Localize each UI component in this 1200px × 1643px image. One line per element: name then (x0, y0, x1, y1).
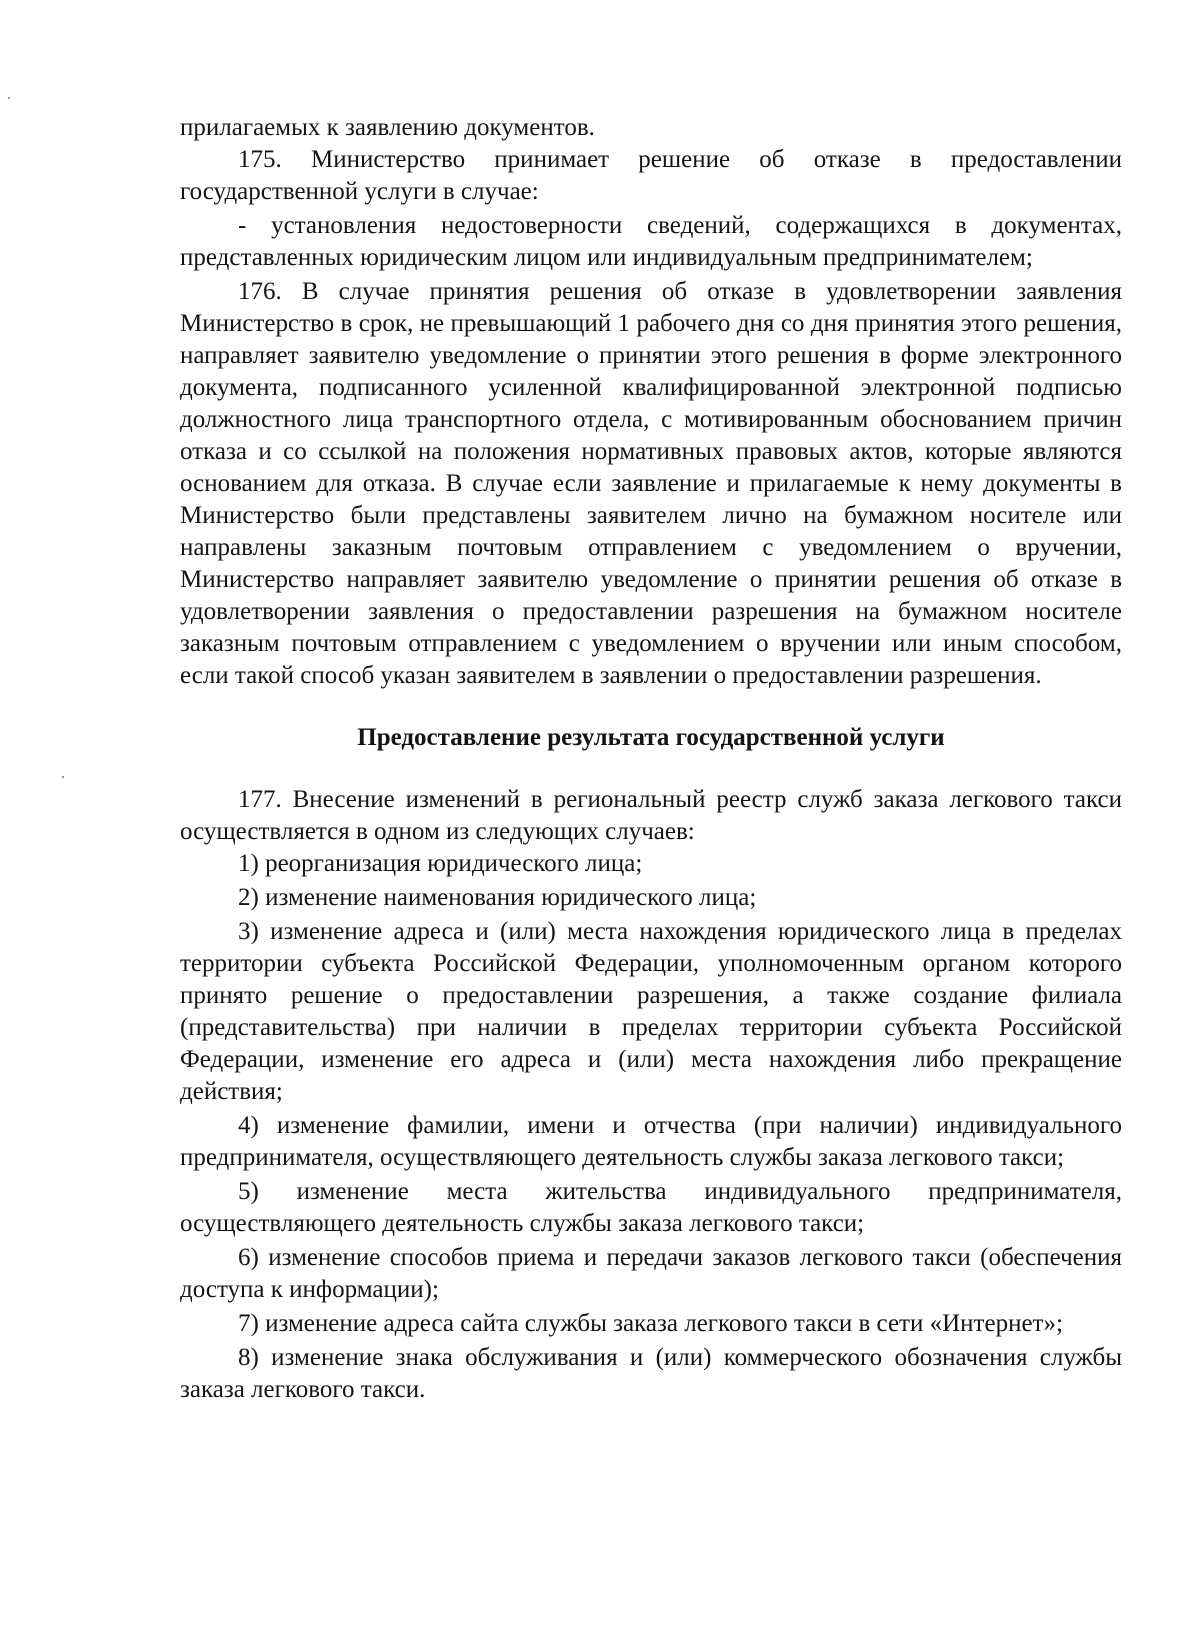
paragraph-continuation: прилагаемых к заявлению документов. (180, 114, 595, 141)
scan-speck (62, 776, 64, 778)
list-item-6: 6) изменение способов приема и передачи заказов легкового такси (обеспечения доступа к информации); (180, 1244, 1122, 1303)
document-page (180, 112, 1122, 1406)
list-item-4: 4) изменение фамилии, имени и отчества (при наличии) индивидуального предпринимателя, осуществляющего деятельность службы заказа легкового такси; (180, 1112, 1122, 1171)
paragraph-175-item: - установления недостоверности сведений, содержащихся в документах, представленных юридическим лицом или индивидуальным предпринимателем; (180, 212, 1122, 271)
list-item-2: 2) изменение наименования юридического лица; (238, 884, 757, 911)
scan-speck (8, 97, 10, 99)
paragraph-176: 176. В случае принятия решения об отказе в удовлетворении заявления Министерство в срок, не превышающий 1 рабочего дня со дня принятия этого решения, направляет заявителю уведомление о принятии этого решения в форме электронного документа, подписанного усиленной квалифицированной электронной подписью должностного лица транспортного отдела, с мотивированным обоснованием причин отказа и со ссылкой на положения нормативных правовых актов, которые являются основанием для отказа. В случае если заявление и прилагаемые к нему документы в Министерство были представлены заявителем лично на бумажном носителе или направлены заказным почтовым отправлением с уведомлением о вручении, Министерство направляет заявителю уведомление о принятии решения об отказе в удовлетворении заявления о предоставлении разрешения на бумажном носителе заказным почтовым отправлением с уведомлением о вручении или иным способом, если такой способ указан заявителем в заявлении о предоставлении разрешения. (180, 278, 1122, 689)
list-item-8: 8) изменение знака обслуживания и (или) коммерческого обозначения службы заказа легкового такси. (180, 1344, 1122, 1403)
list-item-3: 3) изменение адреса и (или) места нахождения юридического лица в пределах территории субъекта Российской Федерации, уполномоченным органом которого принято решение о предоставлении разрешения, а также создание филиала (представительства) при наличии в пределах территории субъекта Российской Федерации, изменение его адреса и (или) места нахождения либо прекращение действия; (180, 918, 1122, 1105)
paragraph-175: 175. Министерство принимает решение об отказе в предоставлении государственной услуги в случае: (180, 146, 1122, 205)
list-item-1: 1) реорганизация юридического лица; (238, 850, 643, 877)
paragraph-177: 177. Внесение изменений в региональный реестр служб заказа легкового такси осуществляется в одном из следующих случаев: (180, 786, 1122, 845)
section-heading: Предоставление результата государственной услуги (357, 724, 945, 751)
list-item-5: 5) изменение места жительства индивидуального предпринимателя, осуществляющего деятельность службы заказа легкового такси; (180, 1178, 1122, 1237)
list-item-7: 7) изменение адреса сайта службы заказа легкового такси в сети «Интернет»; (238, 1310, 1063, 1337)
